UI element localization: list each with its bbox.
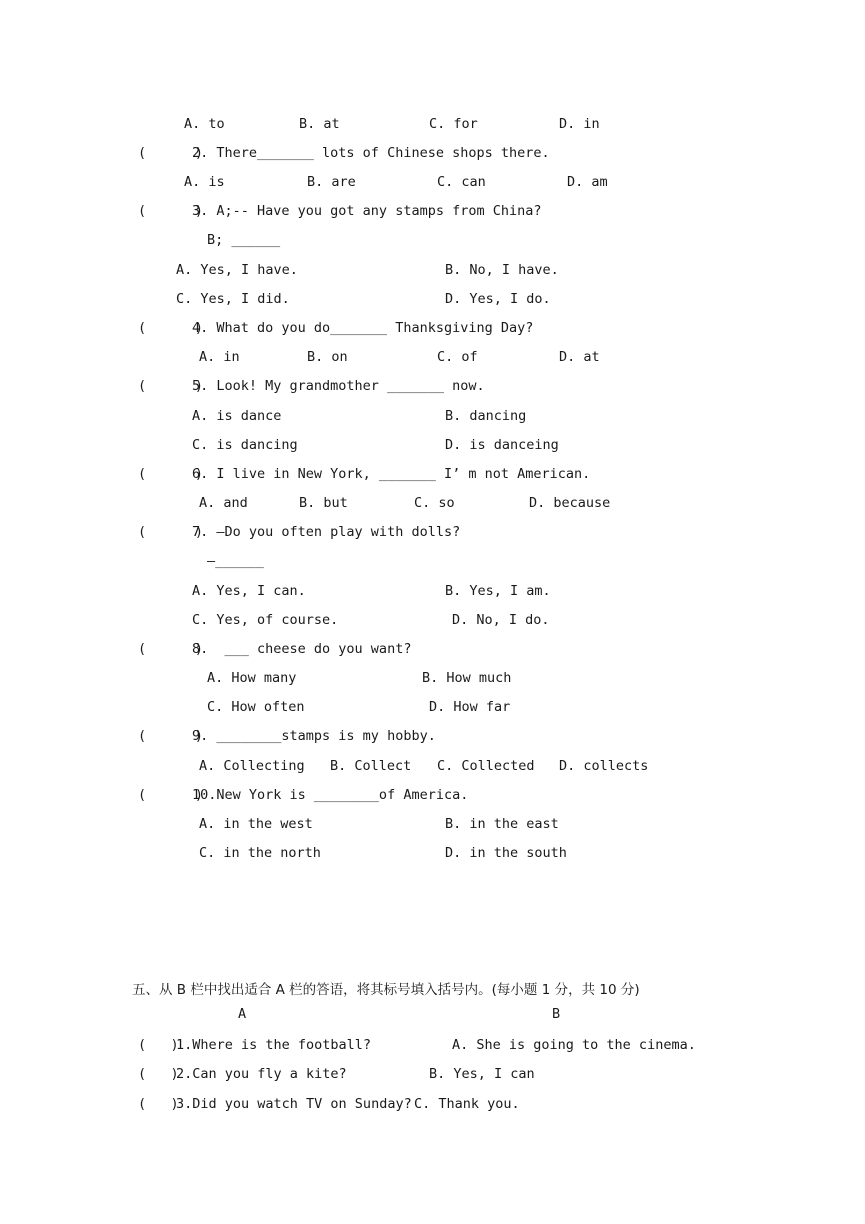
- match-row-3-question: 3.Did you watch TV on Sunday?: [176, 1096, 412, 1112]
- q5-option-c: C. is dancing: [192, 437, 298, 453]
- q2-option-c: C. can: [437, 174, 486, 190]
- q6-option-a: A. and: [199, 495, 248, 511]
- q1-option-c: C. for: [429, 116, 478, 132]
- q6-option-d: D. because: [529, 495, 611, 511]
- q10-answer-paren: ( ): [138, 787, 204, 803]
- q4-answer-paren: ( ): [138, 320, 204, 336]
- q4-option-d: D. at: [559, 349, 600, 365]
- q10-option-d: D. in the south: [445, 845, 567, 861]
- q5-option-d: D. is danceing: [445, 437, 559, 453]
- match-row-2-question: 2.Can you fly a kite?: [176, 1066, 347, 1082]
- q7-option-a: A. Yes, I can.: [192, 583, 306, 599]
- q3-option-c: C. Yes, I did.: [176, 291, 290, 307]
- q10-option-c: C. in the north: [199, 845, 321, 861]
- q2-answer-paren: ( ): [138, 145, 204, 161]
- q9-option-c: C. Collected: [437, 758, 535, 774]
- q9-option-a: A. Collecting: [199, 758, 305, 774]
- q1-option-b: B. at: [299, 116, 340, 132]
- q8-option-d: D. How far: [429, 699, 511, 715]
- q6-answer-paren: ( ): [138, 466, 204, 482]
- q9-option-d: D. collects: [559, 758, 649, 774]
- q10-option-b: B. in the east: [445, 816, 559, 832]
- q6-stem: 6. I live in New York, _______ I’ m not American.: [192, 466, 591, 482]
- match-row-1-paren: ( ): [138, 1037, 179, 1053]
- q6-option-b: B. but: [299, 495, 348, 511]
- q7-option-c: C. Yes, of course.: [192, 612, 339, 628]
- q5-option-a: A. is dance: [192, 408, 282, 424]
- q4-stem: 4. What do you do_______ Thanksgiving Day?: [192, 320, 534, 336]
- q8-answer-paren: ( ): [138, 641, 204, 657]
- q2-stem: 2. There_______ lots of Chinese shops there.: [192, 145, 550, 161]
- q3-option-d: D. Yes, I do.: [445, 291, 551, 307]
- q2-option-d: D. am: [567, 174, 608, 190]
- q7-b-line: —______: [207, 553, 264, 569]
- q7-answer-paren: ( ): [138, 524, 204, 540]
- q2-option-b: B. are: [307, 174, 356, 190]
- q4-option-b: B. on: [307, 349, 348, 365]
- q5-stem: 5. Look! My grandmother _______ now.: [192, 378, 485, 394]
- match-row-3-answer: C. Thank you.: [414, 1096, 520, 1112]
- q5-answer-paren: ( ): [138, 378, 204, 394]
- q8-option-c: C. How often: [207, 699, 305, 715]
- match-row-3-paren: ( ): [138, 1096, 179, 1112]
- q4-option-a: A. in: [199, 349, 240, 365]
- q3-answer-paren: ( ): [138, 203, 204, 219]
- column-a-heading: A: [238, 1006, 247, 1022]
- q10-stem: 10.New York is ________of America.: [192, 787, 469, 803]
- q7-stem: 7. —Do you often play with dolls?: [192, 524, 461, 540]
- q10-option-a: A. in the west: [199, 816, 313, 832]
- q3-stem: 3. A;-- Have you got any stamps from China?: [192, 203, 542, 219]
- q1-option-a: A. to: [184, 116, 225, 132]
- section-5-title: 五、从 B 栏中找出适合 A 栏的答语，将其标号填入括号内。(每小题 1 分，共 10 分): [132, 982, 640, 998]
- q3-option-b: B. No, I have.: [445, 262, 559, 278]
- q9-option-b: B. Collect: [330, 758, 412, 774]
- match-row-1-question: 1.Where is the football?: [176, 1037, 372, 1053]
- q3-option-a: A. Yes, I have.: [176, 262, 298, 278]
- match-row-2-answer: B. Yes, I can: [429, 1066, 535, 1082]
- q8-stem: 8. ___ cheese do you want?: [192, 641, 412, 657]
- match-row-2-paren: ( ): [138, 1066, 179, 1082]
- q6-option-c: C. so: [414, 495, 455, 511]
- q5-option-b: B. dancing: [445, 408, 527, 424]
- column-b-heading: B: [552, 1006, 561, 1022]
- q9-answer-paren: ( ): [138, 728, 204, 744]
- q3-b-line: B; ______: [207, 232, 281, 248]
- q8-option-b: B. How much: [422, 670, 512, 686]
- q2-option-a: A. is: [184, 174, 225, 190]
- q4-option-c: C. of: [437, 349, 478, 365]
- match-row-1-answer: A. She is going to the cinema.: [452, 1037, 696, 1053]
- q8-option-a: A. How many: [207, 670, 297, 686]
- q9-stem: 9. ________stamps is my hobby.: [192, 728, 436, 744]
- q7-option-d: D. No, I do.: [452, 612, 550, 628]
- q7-option-b: B. Yes, I am.: [445, 583, 551, 599]
- q1-option-d: D. in: [559, 116, 600, 132]
